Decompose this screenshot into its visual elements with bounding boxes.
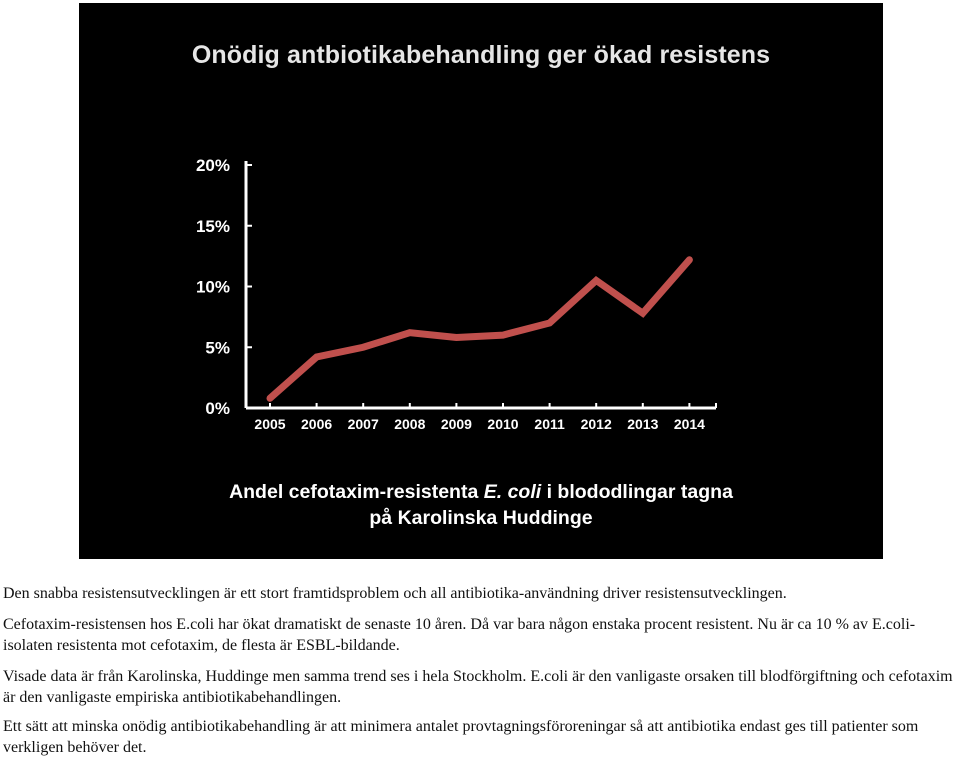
data-point xyxy=(409,332,410,333)
y-tick-label: 5% xyxy=(205,338,230,358)
x-tick-label: 2011 xyxy=(534,416,565,432)
x-tick-label: 2005 xyxy=(254,416,286,432)
x-tick-label: 2010 xyxy=(487,416,519,432)
chart-slide xyxy=(79,3,883,559)
y-tick-label: 10% xyxy=(195,277,230,297)
chart-caption xyxy=(79,479,883,531)
data-point xyxy=(363,347,364,348)
slide-title: Onödig antbiotikabehandling ger ökad resistens xyxy=(191,41,771,69)
caption-text-italic: E. coli xyxy=(483,481,542,503)
data-point xyxy=(642,313,643,314)
data-point xyxy=(456,337,457,338)
y-tick-label: 15% xyxy=(195,216,230,236)
data-point xyxy=(503,335,504,336)
data-point xyxy=(316,356,317,357)
data-point xyxy=(689,259,690,260)
x-tick-label: 2006 xyxy=(301,416,333,432)
x-tick-label: 2014 xyxy=(673,416,705,432)
x-tick-label: 2008 xyxy=(394,416,426,432)
data-point xyxy=(596,280,597,281)
body-text xyxy=(3,583,958,768)
caption-text-post: i blododlingar tagna xyxy=(541,481,733,503)
line-chart xyxy=(79,3,883,559)
x-tick-label: 2013 xyxy=(627,416,659,432)
x-tick-label: 2012 xyxy=(580,416,612,432)
y-tick-label: 20% xyxy=(195,156,230,175)
paragraph-3: Visade data är från Karolinska, Huddinge men samma trend ses i hela Stockholm. E.coli är den vanligaste orsaken till blodförgiftning och cefotaxim är den vanligaste empiriska antibiotikabehandlingen. xyxy=(3,668,953,706)
x-tick-label: 2009 xyxy=(440,416,472,432)
y-tick-label: 0% xyxy=(205,399,230,418)
paragraph-1: Den snabba resistensutvecklingen är ett stort framtidsproblem och all antibiotika-användning driver resistensutvecklingen. xyxy=(3,585,787,602)
caption-text-pre: Andel cefotaxim-resistenta xyxy=(229,481,484,503)
caption-line-2: på Karolinska Huddinge xyxy=(369,507,593,529)
series-line xyxy=(270,260,689,399)
data-point xyxy=(549,322,550,323)
paragraph-2: Cefotaxim-resistensen hos E.coli har ökat dramatiskt de senaste 10 åren. Då var bara någon enstaka procent resistent. Nu är ca 10 % av E.coli-isolaten resistenta mot cefotaxim, de flesta är ESBL-bildande. xyxy=(3,616,916,654)
x-tick-label: 2007 xyxy=(347,416,379,432)
data-point xyxy=(270,398,271,399)
paragraph-4: Ett sätt att minska onödig antibiotikabehandling är att minimera antalet provtagningsföroreningar så att antibiotika endast ges till patienter som verkligen behöver det. xyxy=(3,718,919,756)
